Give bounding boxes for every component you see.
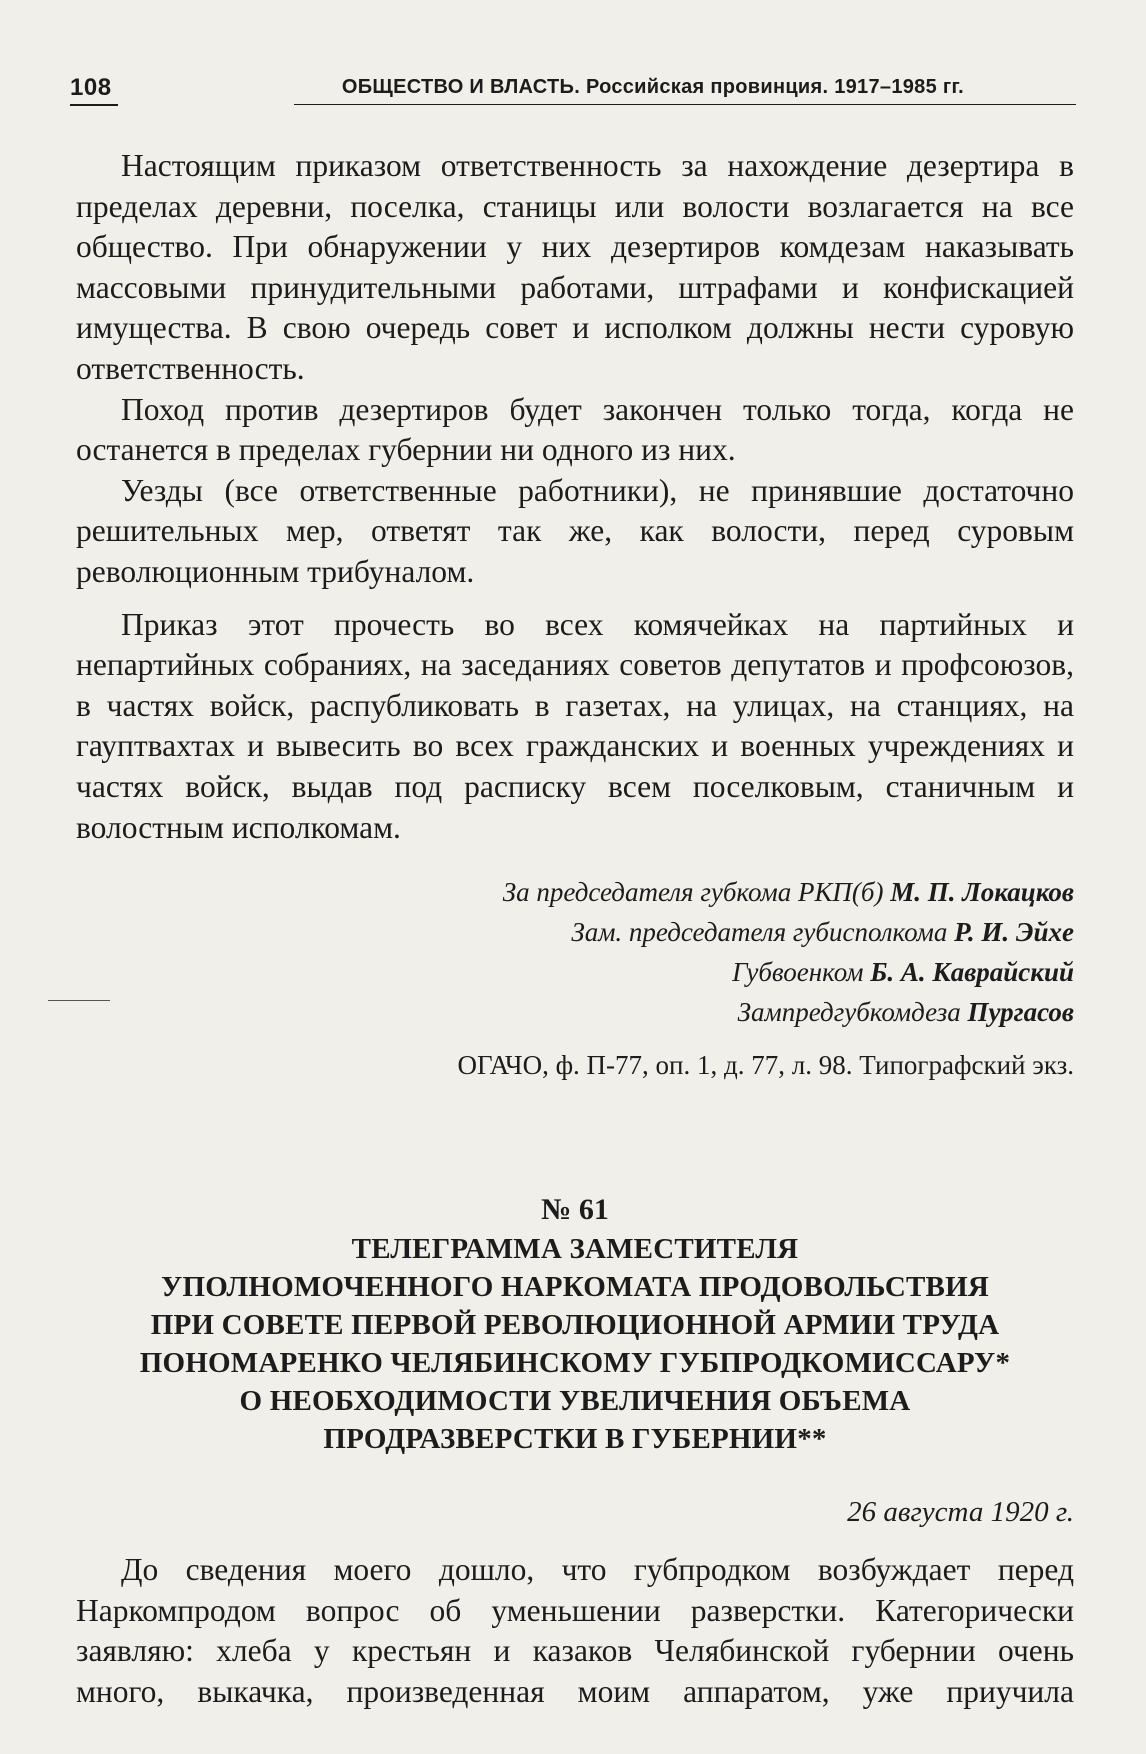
order-paragraph-1: Настоящим приказом ответственность за нахождение дезертира в пределах деревни, поселка, станицы или волости возлагается на все общество. При обнаружении у них дезертиров комдезам наказывать массовыми принудительными работами, штрафами и конфискацией имущества. В свою очередь совет и исполком должны нести суровую ответственность.	[76, 148, 1074, 386]
telegram-text	[76, 1550, 1074, 1712]
signature-line	[76, 912, 1074, 952]
page-body	[76, 146, 1074, 1712]
text-line: много, выкачка, произведенная моим аппаратом, уже приучила	[76, 1673, 1074, 1709]
document-date: 26 августа 1920 г.	[847, 1496, 1074, 1529]
archive-source: ОГАЧО, ф. П-77, оп. 1, д. 77, л. 98. Типографский экз.	[457, 1050, 1074, 1081]
document-number: № 61	[541, 1193, 609, 1227]
order-paragraph-4: Приказ этот прочесть во всех комячейках на партийных и непартийных собраниях, на заседаниях советов депутатов и профсоюзов, в частях войск, распубликовать в газетах, на улицах, на станциях, на гауптвахтах и вывесить во всех гражданских и военных учреждениях и частях войск, выдав под расписку всем поселковым, станичным и волостным исполкомам.	[76, 606, 1074, 845]
signature-name: М. П. Локацков	[890, 877, 1074, 908]
order-paragraph-3: Уезды (все ответственные работники), не принявшие достаточно решительных мер, ответят так же, как волости, перед суровым революционным трибуналом.	[76, 472, 1074, 589]
title-line: ПРИ СОВЕТЕ ПЕРВОЙ РЕВОЛЮЦИОННОЙ АРМИИ ТРУДА	[150, 1309, 1000, 1342]
signature-role: За председателя губкома РКП(б)	[502, 877, 884, 908]
document-title	[76, 1230, 1074, 1458]
page-number: 108	[70, 74, 112, 101]
running-header	[70, 72, 1076, 106]
signature-line	[76, 872, 1074, 912]
text-line: заявляю: хлеба у крестьян и казаков Челябинской губернии очень	[76, 1633, 1074, 1669]
order-paragraph-2: Поход против дезертиров будет закончен только тогда, когда не останется в пределах губернии ни одного из них.	[76, 391, 1074, 468]
text-line: До сведения моего дошло, что губпродком возбуждает перед	[121, 1552, 1074, 1588]
signature-name: Р. И. Эйхе	[954, 917, 1074, 948]
signature-role: Зампредгубкомдеза	[737, 997, 961, 1028]
page-number-rule	[70, 104, 118, 106]
signature-name: Б. А. Каврайский	[870, 957, 1074, 988]
signature-line	[76, 952, 1074, 992]
signature-line	[76, 992, 1074, 1032]
telegram-paragraph	[76, 1550, 1074, 1712]
title-line: ПОНОМАРЕНКО ЧЕЛЯБИНСКОМУ ГУБПРОДКОМИССАРУ*	[139, 1347, 1011, 1380]
title-line: ТЕЛЕГРАММА ЗАМЕСТИТЕЛЯ	[351, 1233, 799, 1266]
header-rule	[294, 104, 1076, 105]
book-title: ОБЩЕСТВО И ВЛАСТЬ. Российская провинция. 1917–1985 гг.	[341, 76, 964, 98]
title-line: УПОЛНОМОЧЕННОГО НАРКОМАТА ПРОДОВОЛЬСТВИЯ	[160, 1271, 989, 1304]
signature-role: Зам. председателя губисполкома	[571, 917, 948, 948]
text-line: Наркомпродом вопрос об уменьшении разверстки. Категорически	[76, 1592, 1074, 1628]
signature-name: Пургасов	[967, 997, 1074, 1028]
signature-block	[76, 872, 1074, 1032]
title-line: ПРОДРАЗВЕРСТКИ В ГУБЕРНИИ**	[323, 1423, 827, 1456]
signature-role: Губвоенком	[732, 957, 864, 988]
title-line: О НЕОБХОДИМОСТИ УВЕЛИЧЕНИЯ ОБЪЕМА	[239, 1385, 911, 1418]
document-heading	[76, 1190, 1074, 1458]
